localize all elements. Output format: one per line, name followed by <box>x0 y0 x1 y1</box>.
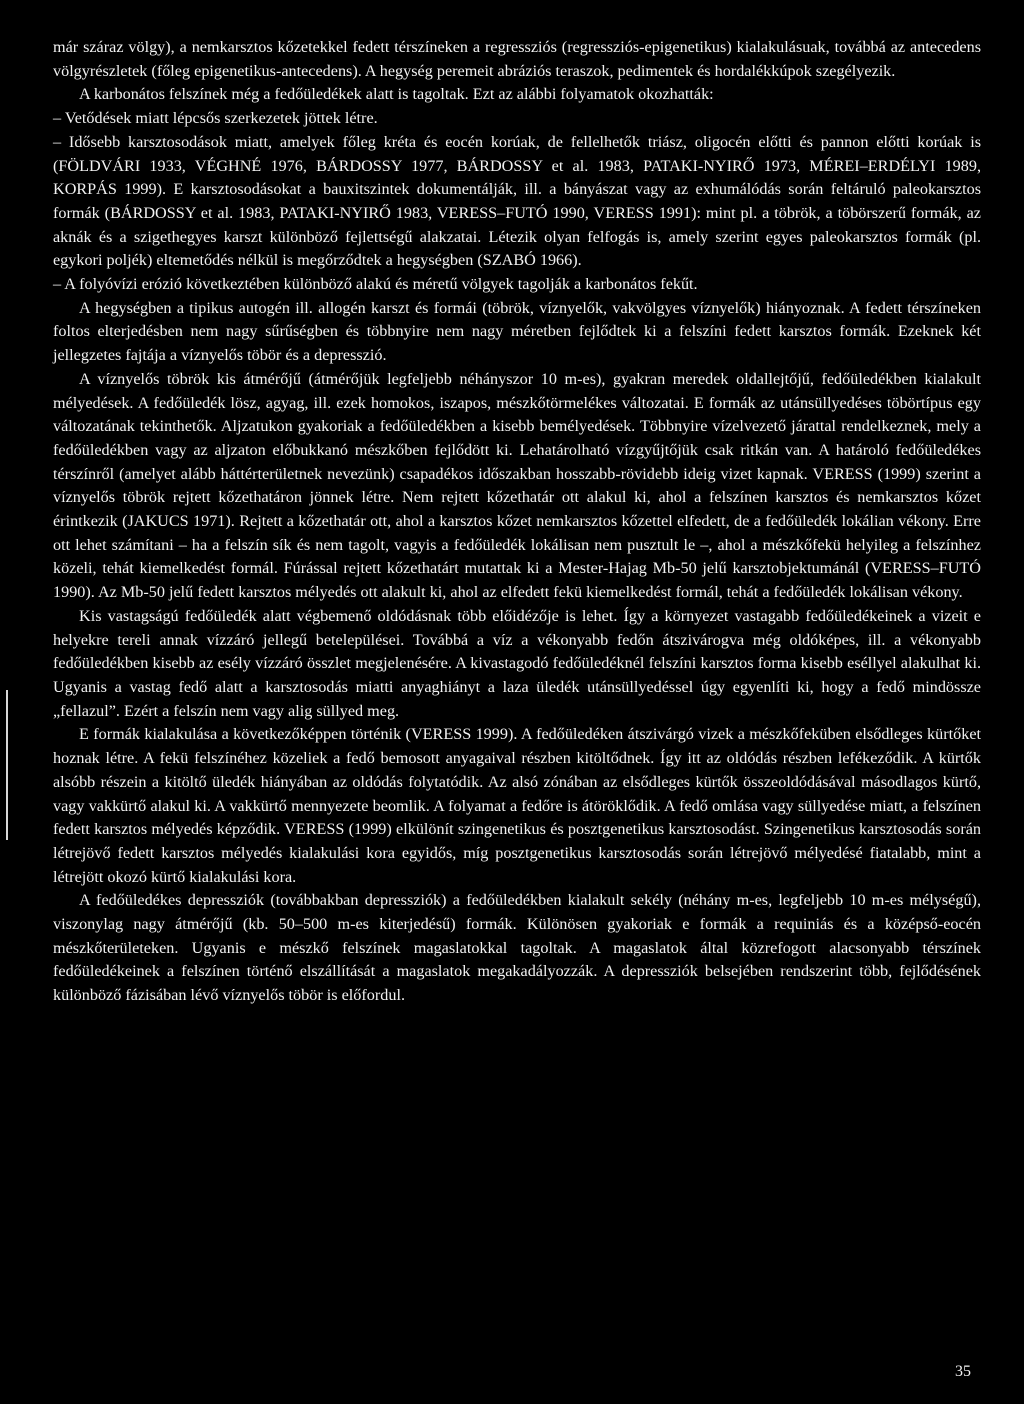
paragraph: A hegységben a tipikus autogén ill. allogén karszt és formái (töbrök, víznyelők, vakvölgyes víznyelők) hiányoznak. A fedett térszíneken foltos elterjedésben nem nagy sűrűségben és többnyire nem nagy méretben fejlődtek ki a felszíni fedett karsztos formák. Ezeknek két jellegzetes fajtája a víznyelős töbör és a depresszió. <box>53 298 981 365</box>
paragraph: E formák kialakulása a következőképpen történik (VERESS 1999). A fedőüledéken átszivárgó vizek a mészkőfeküben elsődleges kürtőket hoznak létre. A fekü felszínéhez közeliek a fedő bemosott anyagaival részben kitöltődnek. Így itt az oldódás részben lefékeződik. A kürtők alsóbb részein a kitöltő üledék hiányában az oldódás folytatódik. Az alsó zónában az elsődleges kürtők összeoldódásával másodlagos kürtő, vagy vakkürtő alakul ki. A vakkürtő mennyezete beomlik. A folyamat a fedőre is átöröklődik. A fedő omlása vagy süllyedése miatt, a felszínen fedett karsztos mélyedés képződik. VERESS (1999) elkülönít szingenetikus és posztgenetikus karsztosodást. Szingenetikus karsztosodás során létrejövő fedett karsztos mélyedés kialakulási kora egyidős, míg posztgenetikus karsztosodás során létrejövő mélyedésé fiatalabb, mint a létrejött okozó kürtő kialakulási kora. <box>53 725 981 886</box>
paragraph: már száraz völgy), a nemkarsztos kőzetekkel fedett térszíneken a regressziós (regressziós-epigenetikus) kialakulásuak, továbbá az antecedens völgyrészletek (főleg epigenetikus-antecedens). A hegység peremeit abráziós teraszok, pedimentek és hordalékkúpok szegélyezik. <box>53 38 981 80</box>
list-item: – Vetődések miatt lépcsős szerkezetek jöttek létre. <box>53 109 378 128</box>
paragraph: A fedőüledékes depressziók (továbbakban depressziók) a fedőüledékben kialakult sekély (néhány m-es, legfeljebb 10 m-es mélységű), viszonylag nagy átmérőjű (kb. 50–500 m-es kiterjedésű) formák. Különösen gyakoriak e formák a requiniás és a középső-eocén mészkőterületeken. Ugyanis e mészkő felszínek magaslatokkal tagoltak. A magaslatok által közrefogott alacsonyabb térszínek fedőüledékeinek a felszínen történő elszállítását a magaslatok megakadályozzák. A depressziók belsejében rendszerint több, fejlődésének különböző fázisában lévő víznyelős töbör is előfordul. <box>53 891 981 1005</box>
paragraph: A karbonátos felszínek még a fedőüledékek alatt is tagoltak. Ezt az alábbi folyamatok okozhatták: <box>79 85 714 104</box>
body-text <box>53 36 981 1008</box>
list-item: – A folyóvízi erózió következtében különböző alakú és méretű völgyek tagolják a karbonátos fekűt. <box>53 275 698 294</box>
paragraph: Kis vastagságú fedőüledék alatt végbemenő oldódásnak több előidézője is lehet. Így a környezet vastagabb fedőüledékeinek a vizeit e helyekre tereli annak vízzáró jellegű betelepülései. Továbbá a víz a vékonyabb fedőn átszivárogva még oldóképes, ill. a vékonyabb fedőüledékben kisebb az esély vízzáró összlet megjelenésére. A kivastagodó fedőüledéknél felszíni karsztos forma kisebb eséllyel alakulhat ki. Ugyanis a vastag fedő alatt a karsztosodás miatti anyaghiányt a laza üledék utánsüllyedéssel úgy egyenlíti ki, hogy a fedő mindössze „fellazul”. Ezért a felszín nem vagy alig süllyed meg. <box>53 606 981 720</box>
paragraph: A víznyelős töbrök kis átmérőjű (átmérőjük legfeljebb néhányszor 10 m-es), gyakran meredek oldallejtőjű, fedőüledékben kialakult mélyedések. A fedőüledék lösz, agyag, ill. ezek homokos, iszapos, mészkőtörmelékes változatai. E formák az utánsüllyedéses töbörtípus egy változatának tekinthetők. Aljzatukon gyakoriak a fedőüledékben a kisebb bemélyedések. Többnyire vízelvezető járattal rendelkeznek, mely a fedőüledékben vagy az aljzaton előbukkanó mészkőben fejlődött ki. Lehatárolható vízgyűjtőjük csak ritkán van. A határoló fedőüledékes térszínről (amelyet alább háttérterületnek nevezünk) csapadékos időszakban hosszabb-rövidebb ideig vizet kapnak. VERESS (1999) szerint a víznyelős töbrök rejtett kőzethatáron jönnek létre. Nem rejtett kőzethatár ott alakul ki, ahol a felszínen karsztos és nemkarsztos kőzet érintkezik (JAKUCS 1971). Rejtett a kőzethatár ott, ahol a karsztos kőzet nemkarsztos kőzettel elfedett, de a fedőüledék lokálian vékony. Erre ott lehet számítani – ha a felszín sík és nem tagolt, vagyis a fedőüledék lokálisan nem pusztult le –, ahol a mészkőfekü helyileg a felszínhez közeli, tehát kiemelkedést formál. Fúrással rejtett kőzethatárt mutattak ki a Mester-Hajag Mb-50 jelű karsztobjektumánál (VERESS–FUTÓ 1990). Az Mb-50 jelű fedett karsztos mélyedés ott alakult ki, ahol az elfedett fekü kiemelkedést formál, tehát a fedőüledék lokálisan vékony. <box>53 369 981 602</box>
page-number: 35 <box>955 1363 971 1380</box>
list-item: – Idősebb karsztosodások miatt, amelyek főleg kréta és eocén korúak, de fellelhetők triász, oligocén előtti és pannon előtti korúak is (FÖLDVÁRI 1933, VÉGHNÉ 1976, BÁRDOSSY 1977, BÁRDOSSY et al. 1983, PATAKI-NYIRŐ 1973, MÉREI–ERDÉLYI 1989, KORPÁS 1999). E karsztosodásokat a bauxitszintek dokumentálják, ill. a bányászat vagy az exhumálódás során feltáruló paleokarsztos formák (BÁRDOSSY et al. 1983, PATAKI-NYIRŐ 1983, VERESS–FUTÓ 1990, VERESS 1991): mint pl. a töbrök, a töbörszerű formák, az aknák és a szigethegyes karszt különböző fejlettségű alakzatai. Létezik olyan felfogás is, amely szerint egyes paleokarsztos formák (pl. egykori poljék) eltemetődés nélkül is megőrződtek a hegységben (SZABÓ 1966). <box>53 132 981 270</box>
scan-edge-line <box>6 690 8 840</box>
